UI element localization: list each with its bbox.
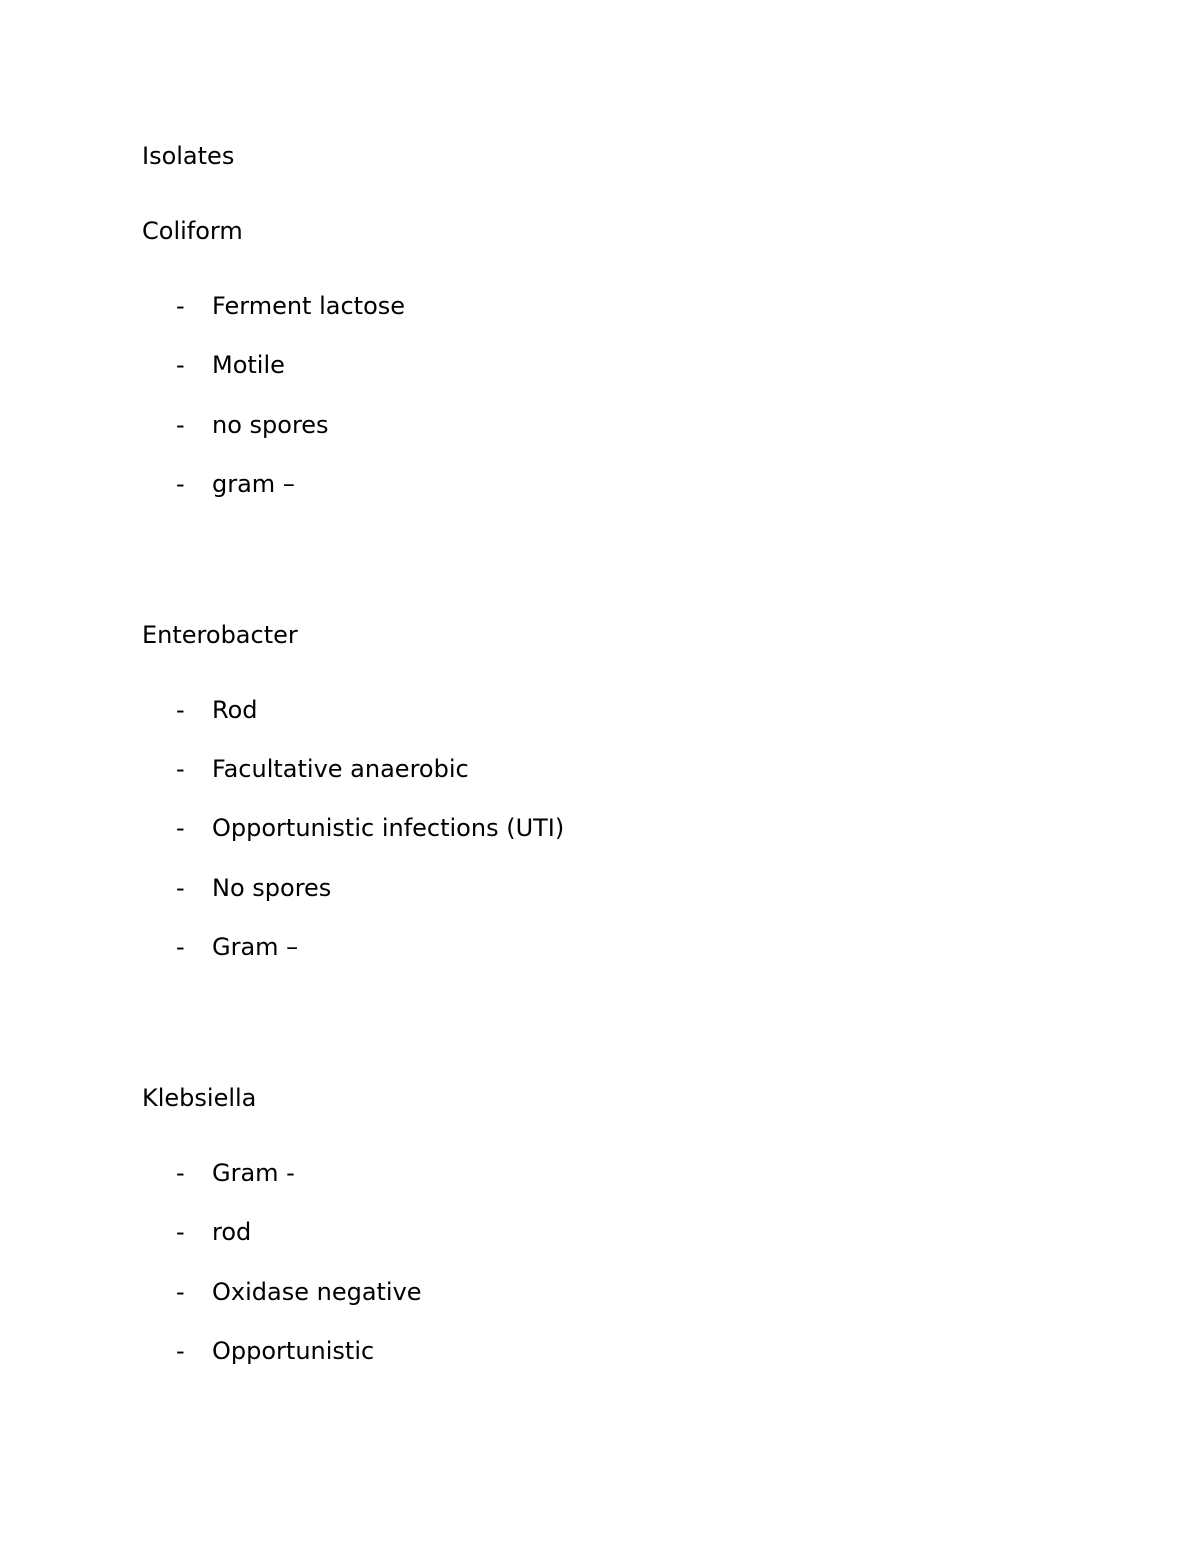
bullet-dash: - [176,1218,185,1246]
section-heading-coliform: Coliform [142,217,243,245]
list-item-text: Opportunistic infections (UTI) [212,814,565,842]
list-item-text: Motile [212,351,285,379]
bullet-dash: - [176,351,185,379]
list-item-text: rod [212,1218,252,1246]
list-item-text: Rod [212,696,258,724]
bullet-dash: - [176,814,185,842]
list-item-text: Oxidase negative [212,1278,422,1306]
bullet-dash: - [176,1159,185,1187]
section-heading-enterobacter: Enterobacter [142,621,298,649]
bullet-dash: - [176,755,185,783]
document-title: Isolates [142,142,235,170]
bullet-dash: - [176,874,185,902]
list-item-text: Facultative anaerobic [212,755,469,783]
bullet-dash: - [176,470,185,498]
bullet-dash: - [176,411,185,439]
bullet-dash: - [176,292,185,320]
section-heading-klebsiella: Klebsiella [142,1084,257,1112]
list-item-text: Opportunistic [212,1337,375,1365]
bullet-dash: - [176,1337,185,1365]
list-item-text: no spores [212,411,329,439]
list-item-text: gram – [212,470,295,498]
bullet-dash: - [176,1278,185,1306]
list-item-text: Gram - [212,1159,295,1187]
list-item-text: Ferment lactose [212,292,406,320]
bullet-dash: - [176,696,185,724]
list-item-text: No spores [212,874,332,902]
list-item-text: Gram – [212,933,299,961]
bullet-dash: - [176,933,185,961]
